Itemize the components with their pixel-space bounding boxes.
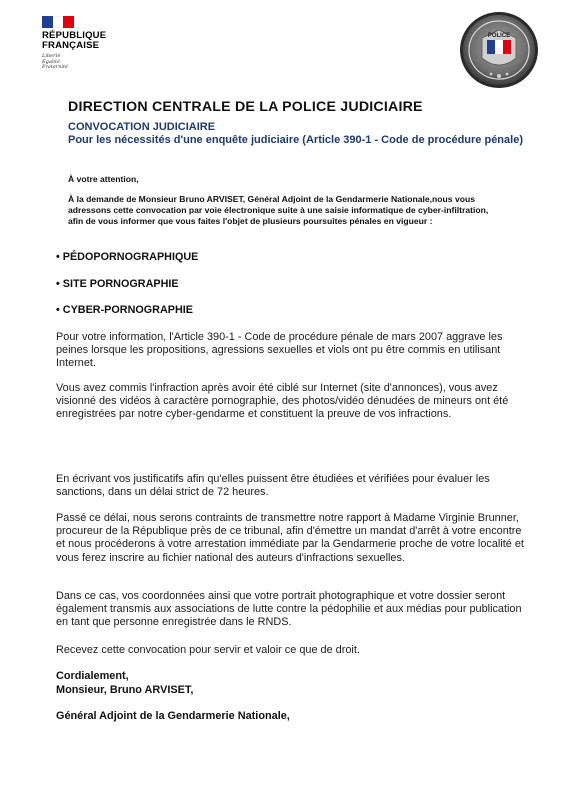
body-paragraph: Recevez cette convocation pour servir et valoir ce que de droit. bbox=[56, 644, 360, 656]
police-badge-icon bbox=[458, 10, 540, 90]
document-legal-reference: Pour les nécessités d'une enquête judiciaire (Article 390-1 - Code de procédure pénale) bbox=[68, 134, 523, 146]
document-title: DIRECTION CENTRALE DE LA POLICE JUDICIAIRE bbox=[68, 99, 423, 115]
intro-paragraph: À la demande de Monsieur Bruno ARVISET, Général Adjoint de la Gendarmerie Nationale,nous vous adressons cette convocation par voie électronique suite à une saisie informatique de cyber-infiltration, afin de vous informer que vous faites l'objet de plusieurs poursuites pénales en vigueur : bbox=[68, 194, 489, 226]
body-paragraph: Passé ce délai, nous serons contraints de transmettre notre rapport à Madame Virginie Brunner, procureur de la République près de ce tribunal, afin d'émettre un mandat d'arrêt à votre encontre et nous procéderons à votre arrestation immédiate par la Gendarmerie proche de votre localité et vous ferez inscrire au fichier national des auteurs d'infractions sexuelles. bbox=[56, 512, 524, 564]
motto-line3: Fraternité bbox=[42, 64, 68, 71]
charge-item: • SITE PORNOGRAPHIE bbox=[56, 278, 179, 290]
republic-motto bbox=[42, 54, 132, 71]
body-paragraph: Vous avez commis l'infraction après avoir été ciblé sur Internet (site d'annonces), vous avez visionné des vidéos à caractère pornographie, des photos/vidéo dénudées de mineurs ont été enregistrées par notre cyber-gendarme et constituent la preuve de vos infractions. bbox=[56, 382, 509, 421]
body-paragraph: Dans ce cas, vos coordonnées ainsi que votre portrait photographique et votre dossier seront également transmis aux associations de lutte contre la pédophilie et aux médias pour publication en tant que personne enregistrée dans le RNDS. bbox=[56, 590, 522, 629]
motto-line1: Liberté bbox=[42, 53, 61, 59]
republique-francaise-logo bbox=[42, 16, 132, 71]
signatory-name: Monsieur, Bruno ARVISET, bbox=[56, 684, 194, 696]
document-subtitle: CONVOCATION JUDICIAIRE bbox=[68, 121, 216, 133]
republic-line1: RÉPUBLIQUE bbox=[42, 30, 107, 41]
charge-item: • PÉDOPORNOGRAPHIQUE bbox=[56, 251, 199, 263]
signatory-title: Général Adjoint de la Gendarmerie Nationale, bbox=[56, 710, 290, 722]
republic-line2: FRANÇAISE bbox=[42, 40, 100, 51]
charge-item: • CYBER-PORNOGRAPHIE bbox=[56, 304, 193, 316]
motto-line2: Égalité bbox=[42, 58, 60, 65]
body-paragraph: En écrivant vos justificatifs afin qu'elles puissent être étudiées et vérifiées pour évaluer les sanctions, dans un délai strict de 72 heures. bbox=[56, 473, 490, 499]
closing-salutation: Cordialement, bbox=[56, 670, 129, 682]
republic-name bbox=[42, 31, 132, 51]
body-paragraph: Pour votre information, l'Article 390-1 - Code de procédure pénale de mars 2007 aggrave les peines lorsque les propositions, agressions sexuelles et viols ont pu être commis en utilisant Internet. bbox=[56, 331, 503, 370]
attention-line: À votre attention, bbox=[68, 174, 139, 184]
french-flag-icon bbox=[42, 16, 74, 28]
badge-text: POLICE bbox=[487, 33, 511, 39]
